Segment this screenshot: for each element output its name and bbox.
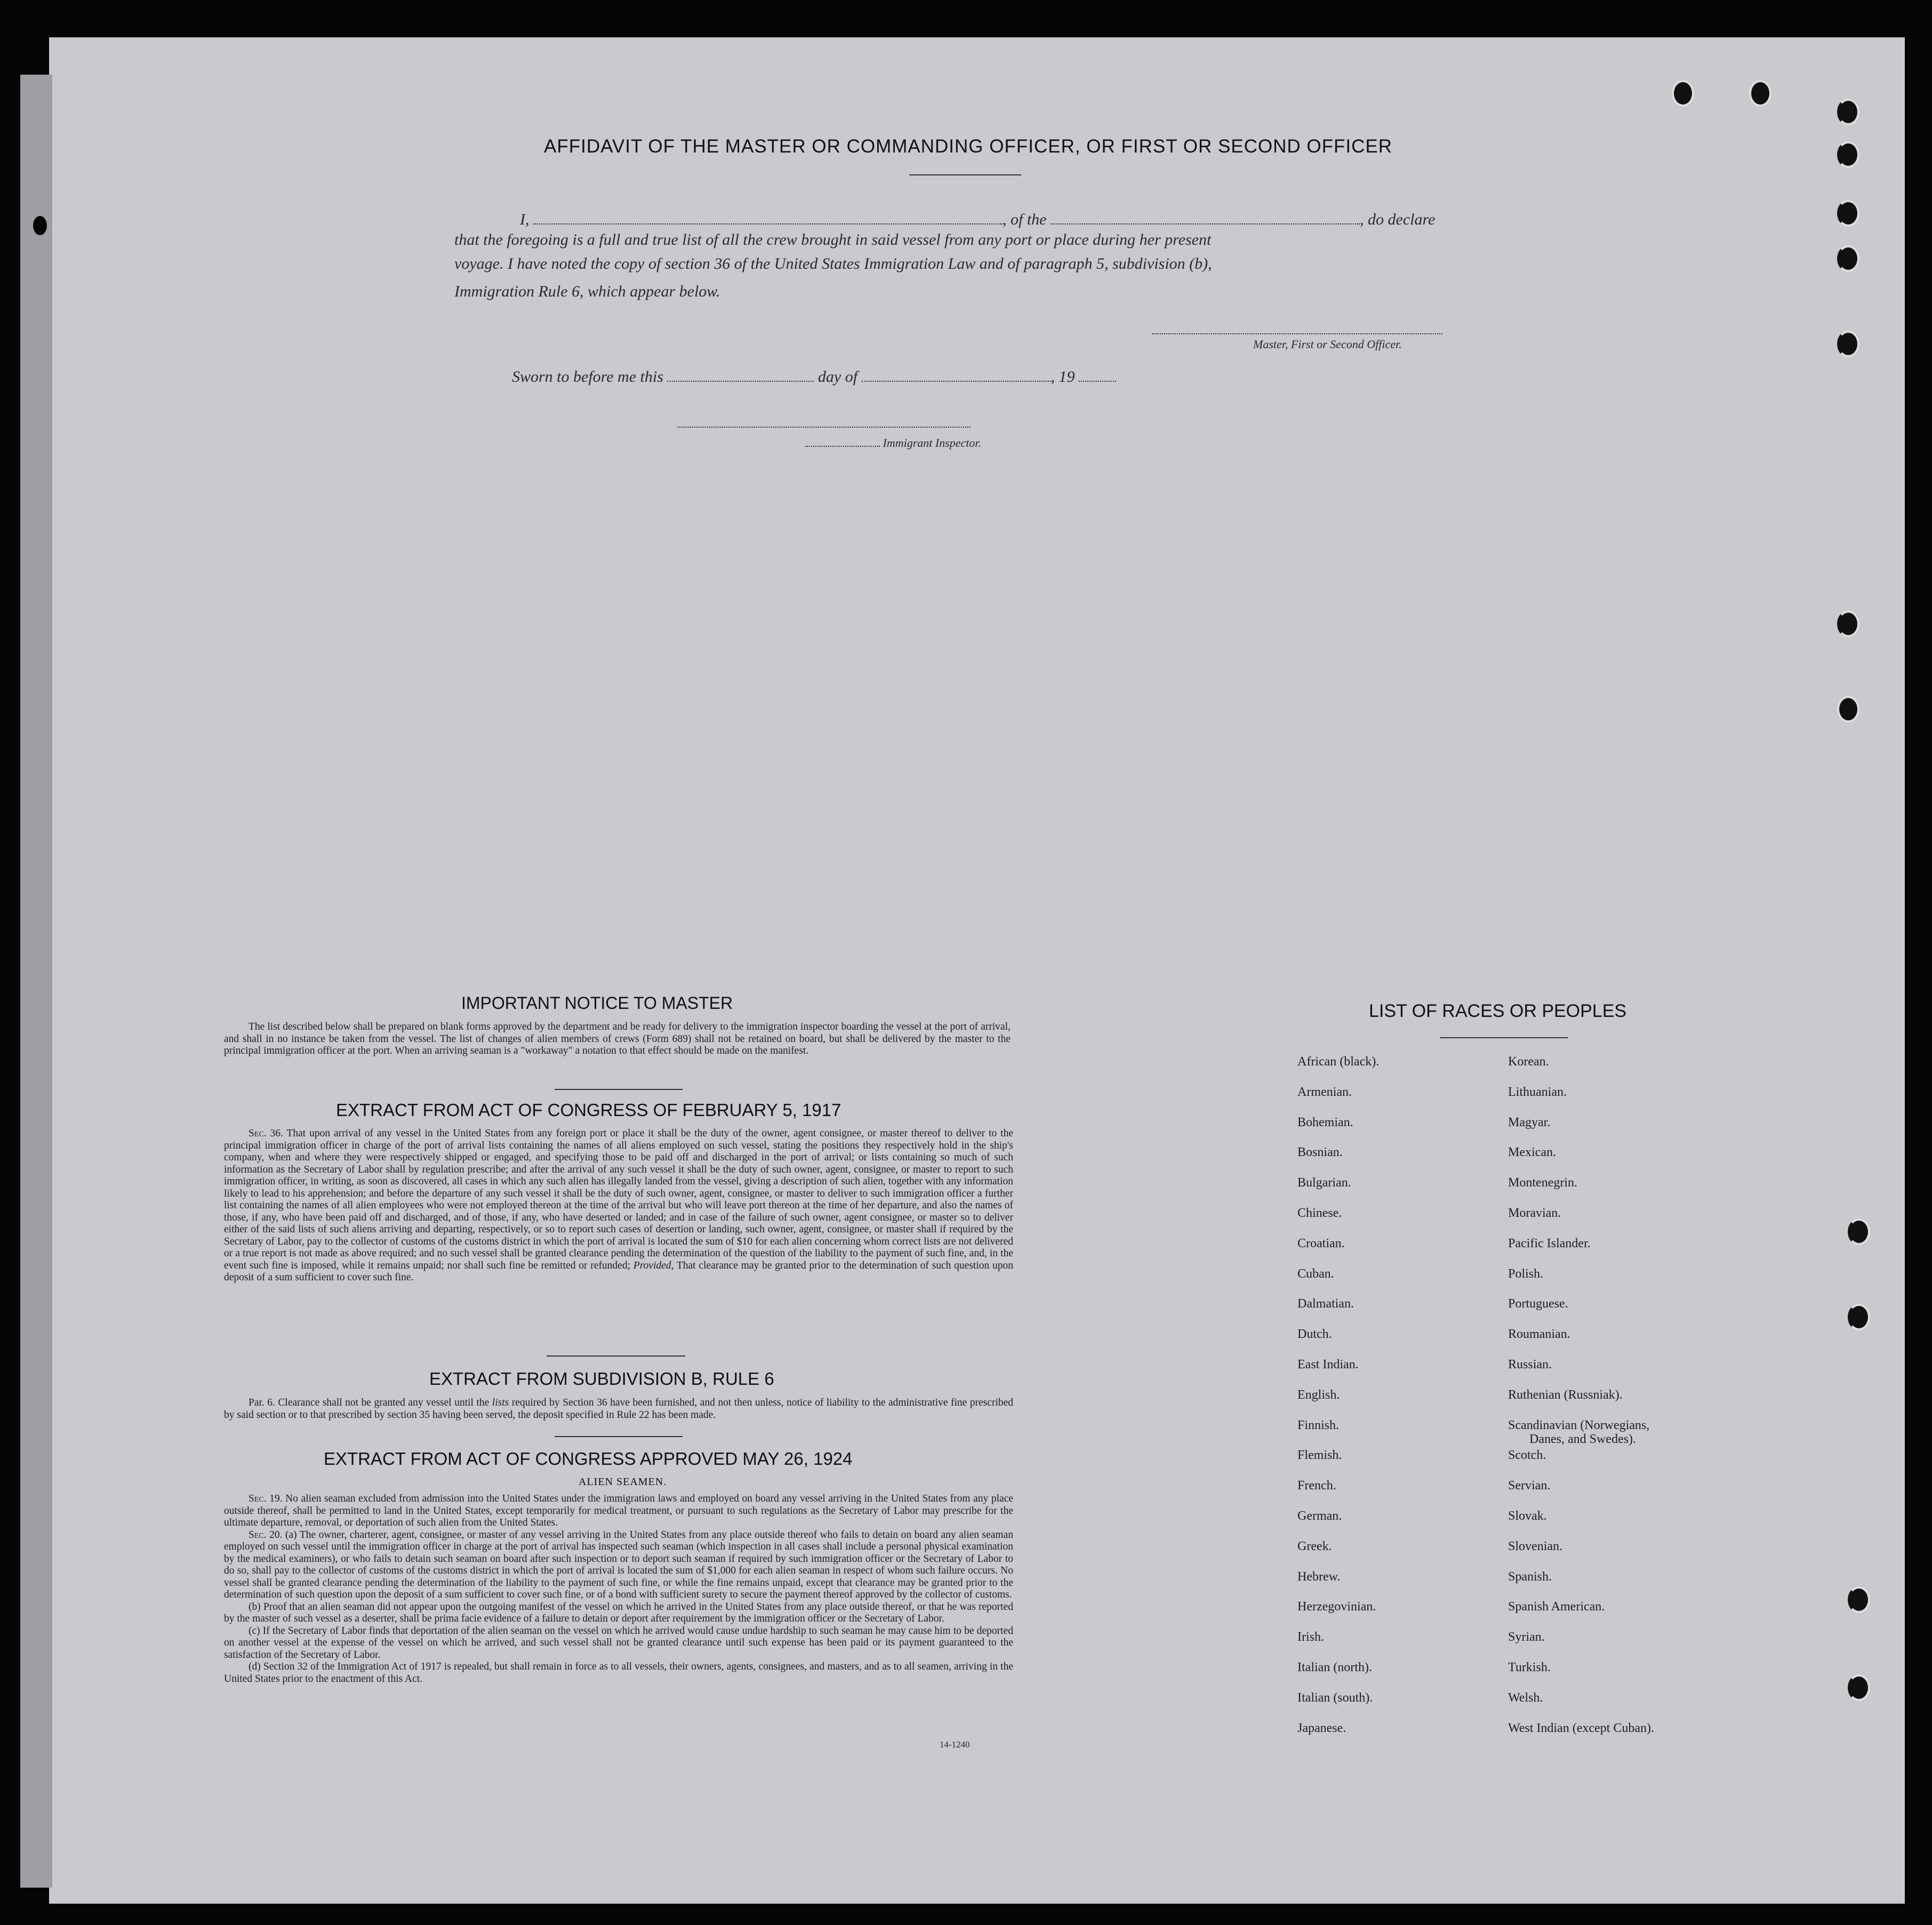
sec-20a-text: (a) The owner, charterer, agent, consignee, or master of any vessel arriving in the United States from any place outside thereof who fails to detain on board any alien seaman employed on such vessel until the immigration officer in charge at the port of arrival has inspected such seaman (which inspection in all cases shall include a personal physical examination by the medical examiners), or who fails to detain such seaman on board after such inspection or to deport such seaman if required by such immigration officer or the Secretary of Labor to do so, shall pay to the collector of customs of the customs district in which the port of arrival is located the sum of $1,000 for each alien seaman in respect of whom such failure occurs. No vessel shall be granted clearance pending the determination of the liability to the payment of such fine, or while the fine remains unpaid, except that clearance may be granted prior to the determination of such question upon the deposit of a sum sufficient to cover such fine, or of a bond with sufficient surety to secure the payment thereof approved by the collector of customs. — [224, 1529, 1013, 1600]
race-item: Bosnian. — [1297, 1145, 1343, 1160]
rule6-text-b: required by Section 36 have been furnished, and not then unless, notice of liability to the administrative fine prescribed by said section or to that prescribed by section 35 having been served, the deposit specified in Rule 22 has been made. — [224, 1397, 1014, 1421]
race-item: Spanish American. — [1508, 1600, 1605, 1614]
binder-hole — [33, 216, 47, 235]
master-signature-label: Master, First or Second Officer. — [1253, 338, 1402, 351]
race-item: Italian (north). — [1297, 1661, 1372, 1674]
sworn-month-blank[interactable] — [862, 381, 1051, 382]
lists-word: lists — [492, 1397, 509, 1408]
race-item: Roumanian. — [1508, 1327, 1570, 1342]
sec-20c-text: (c) If the Secretary of Labor finds that deportation of the alien seaman on the vessel on which he arrived would cause undue hardship to such seaman he may cause him to be deported on another vessel at the expense of the vessel on which he arrived, and such vessel shall not be granted clearance until such expense has been paid or its payment guaranteed to the satisfaction of the Secretary of Labor. — [224, 1625, 1013, 1661]
extract-1917-text — [224, 1128, 1013, 1284]
race-item: French. — [1297, 1479, 1336, 1493]
binder-hole — [1672, 80, 1694, 107]
binder-hole — [1848, 1674, 1870, 1701]
race-item: Portuguese. — [1508, 1297, 1568, 1311]
section-rule — [555, 1436, 683, 1437]
sec-19-text: No alien seaman excluded from admission into the United States under the immigration laws and employed on board any vessel arriving in the United States from any place outside thereof, shall be permitted to land in the United States, except temporarily for medical treatment, or pursuant to such regulations as the Secretary of Labor may prescribe for the ultimate departure, removal, or deportation of such alien from the United States. — [224, 1493, 1014, 1528]
race-item: Montenegrin. — [1508, 1176, 1577, 1190]
inspector-dots — [805, 446, 880, 447]
race-item: Ruthenian (Russniak). — [1508, 1387, 1623, 1402]
affidavit-declare: , do declare — [1360, 211, 1436, 228]
race-item: Magyar. — [1508, 1115, 1551, 1129]
binder-hole — [1837, 99, 1859, 125]
sworn-year: , 19 — [1051, 368, 1075, 386]
notice-title: IMPORTANT NOTICE TO MASTER — [461, 993, 733, 1013]
binder-hole — [1837, 245, 1859, 272]
sec-19-label: Sec. 19. — [248, 1493, 283, 1504]
race-item: Polish. — [1508, 1266, 1544, 1281]
inspector-label-text: Immigrant Inspector. — [883, 436, 982, 450]
race-item: Spanish. — [1508, 1569, 1552, 1584]
race-item: Italian (south). — [1297, 1690, 1373, 1705]
section-rule — [547, 1355, 685, 1357]
races-title: LIST OF RACES OR PEOPLES — [1369, 1001, 1627, 1021]
sec-20b-text: (b) Proof that an alien seaman did not appear upon the outgoing manifest of the vessel on which he arrived in the United States from any place outside thereof, or that he was reported by the master of such vessel as a deserter, shall be prima facie evidence of a failure to detain or deport after requirement by the immigration officer or the Secretary of Labor. — [224, 1601, 1013, 1624]
alien-seamen-subtitle: ALIEN SEAMEN. — [579, 1476, 667, 1488]
race-item: Lithuanian. — [1508, 1085, 1567, 1099]
race-item: Scotch. — [1508, 1448, 1546, 1463]
race-item: Dutch. — [1297, 1327, 1332, 1342]
binder-hole — [1837, 611, 1859, 637]
underlying-sheet-edge — [20, 75, 52, 1888]
race-item: Greek. — [1297, 1539, 1332, 1553]
sworn-day-blank[interactable] — [667, 381, 814, 382]
binder-hole — [1837, 141, 1859, 168]
extract-rule6-text — [224, 1397, 1013, 1421]
binder-hole — [1837, 331, 1859, 357]
race-item: English. — [1297, 1387, 1340, 1402]
race-item: Korean. — [1508, 1055, 1549, 1069]
sec-20d-text: (d) Section 32 of the Immigration Act of 1917 is repealed, but shall remain in force as to all vessels, their owners, agents, consignees, and masters, and as to all seamen, arriving in the United States prior to the enactment of this Act. — [224, 1661, 1013, 1685]
form-number: 14-1240 — [940, 1739, 970, 1750]
race-item: Slovenian. — [1508, 1539, 1562, 1553]
extract-rule6-title: EXTRACT FROM SUBDIVISION B, RULE 6 — [429, 1369, 774, 1389]
race-item: Bohemian. — [1297, 1115, 1353, 1129]
extract-1924-text — [224, 1493, 1013, 1685]
race-item: German. — [1297, 1509, 1342, 1523]
section-rule — [555, 1089, 683, 1090]
inspector-signature-line[interactable] — [677, 427, 971, 428]
sworn-day-of: day of — [817, 368, 858, 386]
race-item: West Indian (except Cuban). — [1508, 1721, 1654, 1735]
binder-hole — [1837, 200, 1859, 227]
race-item: African (black). — [1297, 1055, 1380, 1069]
race-item: Herzegovinian. — [1297, 1600, 1376, 1614]
race-item: Scandinavian (Norwegians, — [1508, 1418, 1650, 1432]
race-item: Pacific Islander. — [1508, 1236, 1591, 1250]
race-item: Bulgarian. — [1297, 1176, 1351, 1190]
race-item: Welsh. — [1508, 1690, 1543, 1705]
title-rule — [909, 174, 1021, 175]
race-item: Irish. — [1297, 1630, 1324, 1645]
inspector-label — [805, 436, 981, 450]
binder-hole — [1837, 696, 1859, 723]
races-rule — [1440, 1037, 1568, 1038]
master-signature-line[interactable] — [1152, 333, 1442, 334]
extract-1924-title: EXTRACT FROM ACT OF CONGRESS APPROVED MAY 26, 1924 — [324, 1449, 853, 1469]
affidavit-line-2: that the foregoing is a full and true list of all the crew brought in said vessel from any port or place during her present — [454, 231, 1212, 248]
sworn-line — [512, 368, 1116, 386]
binder-hole — [1749, 80, 1771, 107]
race-item: Russian. — [1508, 1358, 1552, 1371]
race-item: Danes, and Swedes). — [1529, 1432, 1636, 1446]
sec-20-label: Sec. 20. — [248, 1529, 283, 1541]
race-item: Flemish. — [1297, 1448, 1342, 1463]
sworn-year-blank[interactable] — [1079, 381, 1116, 382]
name-blank[interactable] — [533, 223, 1003, 224]
notice-paragraph: The list described below shall be prepared on blank forms approved by the department and be ready for delivery to the immigration inspector boarding the vessel at the port of arrival, and shall in no instance be taken from the vessel. The list of changes of alien members of crews (Form 689) shall not be retained on board, but shall be delivered by the master to the principal immigration officer at the port. When an arriving seaman is a "workaway" a notation to that effect should be made on the manifest. — [224, 1021, 1011, 1056]
race-item: Hebrew. — [1297, 1569, 1341, 1584]
binder-hole — [1848, 1218, 1870, 1245]
race-item: Finnish. — [1297, 1418, 1340, 1432]
race-item: Cuban. — [1297, 1266, 1334, 1281]
race-item: Japanese. — [1297, 1721, 1346, 1735]
sworn-prefix: Sworn to before me this — [512, 368, 663, 386]
vessel-blank[interactable] — [1051, 223, 1360, 224]
affidavit-title: AFFIDAVIT OF THE MASTER OR COMMANDING OFFICER, OR FIRST OR SECOND OFFICER — [544, 136, 1393, 157]
affidavit-of-the: , of the — [1003, 211, 1047, 228]
provided-word: Provided, — [633, 1260, 674, 1271]
race-item: Moravian. — [1508, 1206, 1561, 1220]
notice-text — [224, 1021, 1011, 1057]
sec-36-label: Sec. 36. — [248, 1128, 283, 1139]
race-item: East Indian. — [1297, 1358, 1359, 1371]
affidavit-line-1 — [520, 211, 1435, 229]
race-item: Croatian. — [1297, 1236, 1345, 1250]
race-item: Slovak. — [1508, 1509, 1547, 1523]
race-item: Servian. — [1508, 1479, 1551, 1493]
race-item: Dalmatian. — [1297, 1297, 1354, 1311]
binder-hole — [1848, 1586, 1870, 1613]
race-item: Syrian. — [1508, 1630, 1545, 1645]
race-item: Mexican. — [1508, 1145, 1556, 1160]
race-item: Armenian. — [1297, 1085, 1352, 1099]
race-item: Chinese. — [1297, 1206, 1342, 1220]
sec-36-text: That upon arrival of any vessel in the United States from any foreign port or place it shall be the duty of the owner, agent consignee, or master thereof to deliver to the principal immigration officer in charge of the port of arrival lists containing the names of all aliens employed on such vessel, stating the positions they respectively hold in the ship's company, when and where they were respectively shipped or engaged, and specifying those to be paid off and discharged in the port of arrival; or lists containing so much of such information as the Secretary of Labor shall by regulation prescribe; and after the arrival of any such vessel it shall be the duty of such owner, agent, consignee, or master to report to such immigration officer, in writing, as soon as discovered, all cases in which any such alien has illegally landed from the vessel, giving a description of such alien, together with any information likely to lead to his apprehension; and before the departure of any such vessel it shall be the duty of such owner, agent, consignee, or master to deliver to such immigration officer a further list containing the names of all alien employees who were not employed thereon at the time of the arrival but who will leave port thereon at the time of her departure, and also the names of those, if any, who have been paid off and discharged, and of those, if any, who have deserted or landed; and in case of the failure of such owner, agent consignee, or master so to deliver either of the said lists of such aliens arriving and departing, respectively, or so to report such cases of desertion or landing, such owner, agent, consignee, or master shall if required by the Secretary of Labor, pay to the collector of customs of the customs district in which the port of arrival is located the sum of $10 for each alien concerning whom correct lists are not delivered or a true report is not made as above required; and no such vessel shall be granted clearance pending the determination of the question of the liability to the payment of such fine, and, in the event such fine is imposed, while it remains unpaid; nor shall such fine be remitted or refunded; — [224, 1128, 1013, 1271]
race-item: Turkish. — [1508, 1661, 1551, 1674]
rule6-text-a: Par. 6. Clearance shall not be granted any vessel until the — [248, 1397, 490, 1408]
affidavit-i: I, — [520, 211, 530, 228]
binder-hole — [1848, 1304, 1870, 1330]
affidavit-line-3: voyage. I have noted the copy of section 36 of the United States Immigration Law and of paragraph 5, subdivision (b), — [454, 255, 1212, 272]
affidavit-line-4: Immigration Rule 6, which appear below. — [454, 283, 720, 300]
extract-1917-title: EXTRACT FROM ACT OF CONGRESS OF FEBRUARY 5, 1917 — [336, 1100, 841, 1120]
sec-36-text-end: That clearance may be granted prior to the determination of such question upon deposit of a sum sufficient to cover such fine. — [224, 1260, 1013, 1283]
